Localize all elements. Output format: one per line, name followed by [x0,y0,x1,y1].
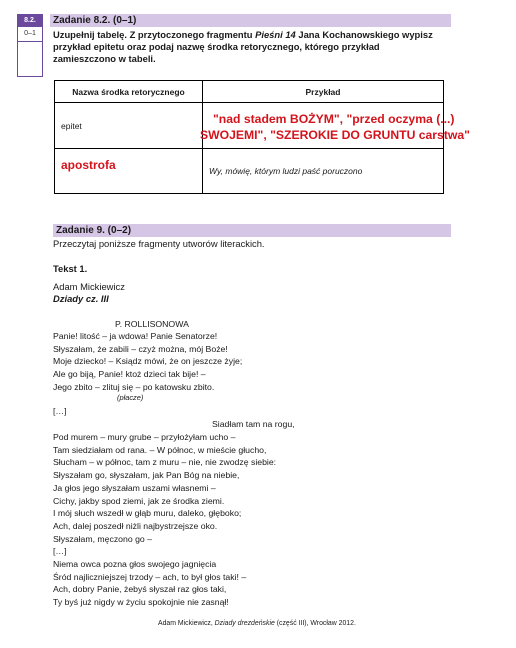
task-8-2-instruction: Uzupełnij tabelę. Z przytoczonego fragmentu Pieśni 14 Jana Kochanowskiego wypisz przykład epitetu oraz podaj nazwę środka retorycznego, którego przykład zamieszczono w tabeli. [53,29,433,64]
score-range: 0–1 [18,27,42,42]
answer-table [54,80,470,194]
poem-line: Tam siedziałam od rana. – W północ, w mieście głucho, [53,444,267,455]
poem-line: Panie! litość – ja wdowa! Panie Senatorze! [53,331,218,341]
col-header-name: Nazwa środka retorycznego [55,81,203,103]
poem-line: Cichy, jakby spod ziemi, jak ze środka ziemi. [53,495,225,506]
poem-fragment-a [53,330,242,394]
score-number: 8.2. [18,15,42,27]
cell-example-epitet[interactable] [200,103,470,149]
poem-line: I mój słuch wszedł w głąb muru, daleko, głęboko; [53,508,242,519]
poem-line: Słucham – w północ, tam z muru – nie, nie zwodzę siebie: [53,457,277,468]
cell-device-epitet: epitet [55,103,203,149]
text-label: Tekst 1. [53,263,88,274]
table-header-row [55,81,444,103]
poem-line: Słyszałam go, słyszałam, jak Pan Bóg na niebie, [53,470,240,481]
poem-line: Ach, dalej poszedł niżli najbystrzejsze oko. [53,520,218,531]
poem-line: Słyszałam, że zabili – czyż można, mój Boże! [53,343,228,354]
cell-device-answer[interactable] [55,149,203,194]
poem-line: Moje dziecko! – Ksiądz mówi, że on jeszcze żyje; [53,356,243,367]
poem-line: Ja głos jego słyszałam uszami własnemi – [53,482,216,493]
cell-example-apostrofa: Wy, mówię, którym ludzi paść poruczono [203,149,444,194]
poem-line: Ach, dobry Panie, żebyś słyszał raz głos taki, [53,584,227,595]
text-author: Adam Mickiewicz [53,281,125,292]
poem-line: Jego zbito – zlituj się – po katowsku zbito. [53,381,215,392]
poem-fragment-b [53,431,276,609]
speaker-name: P. ROLLISONOWA [115,319,189,329]
ellipsis: […] [53,546,67,557]
ellipsis: […] [53,406,67,416]
poem-line: Niema owca pozna głos swojego jagnięcia [53,559,217,570]
stage-direction: (płacze) [117,393,144,402]
table-row [55,103,444,149]
answer-apostrofa: apostrofa [61,158,116,172]
task-8-2-header: Zadanie 8.2. (0–1) [50,14,451,27]
poem-line: Ty byś już nigdy w życiu spokojnie nie zasnął! [53,597,229,608]
score-blank-field[interactable] [18,42,42,76]
text-title: Dziady cz. III [53,293,109,304]
task-9-header: Zadanie 9. (0–2) [53,224,451,237]
poem-line: Śród najliczniejszej trzody – ach, to był głos taki! – [53,571,247,582]
footnote-source: Adam Mickiewicz, Dziady drezdeńskie (część III), Wrocław 2012. [158,620,356,627]
score-box [17,14,43,77]
answer-epitet-line2: SWOJEMI", "SZEROKIE DO GRUNTU carstwa" [200,128,470,142]
poem-line: Słyszałam, męczono go – [53,533,152,544]
table-row [55,149,444,194]
poem-line: Pod murem – mury grube – przyłożyłam ucho – [53,432,236,442]
answer-epitet-line1: "nad stadem BOŻYM", "przed oczyma (...) [213,112,455,126]
poem-line-indented: Siadłam tam na rogu, [212,419,295,429]
poem-line: Ale go biją, Panie! ktoż dzieci tak bije! – [53,369,206,380]
task-9-instruction: Przeczytaj poniższe fragmenty utworów literackich. [53,238,265,249]
col-header-example: Przykład [203,81,444,103]
